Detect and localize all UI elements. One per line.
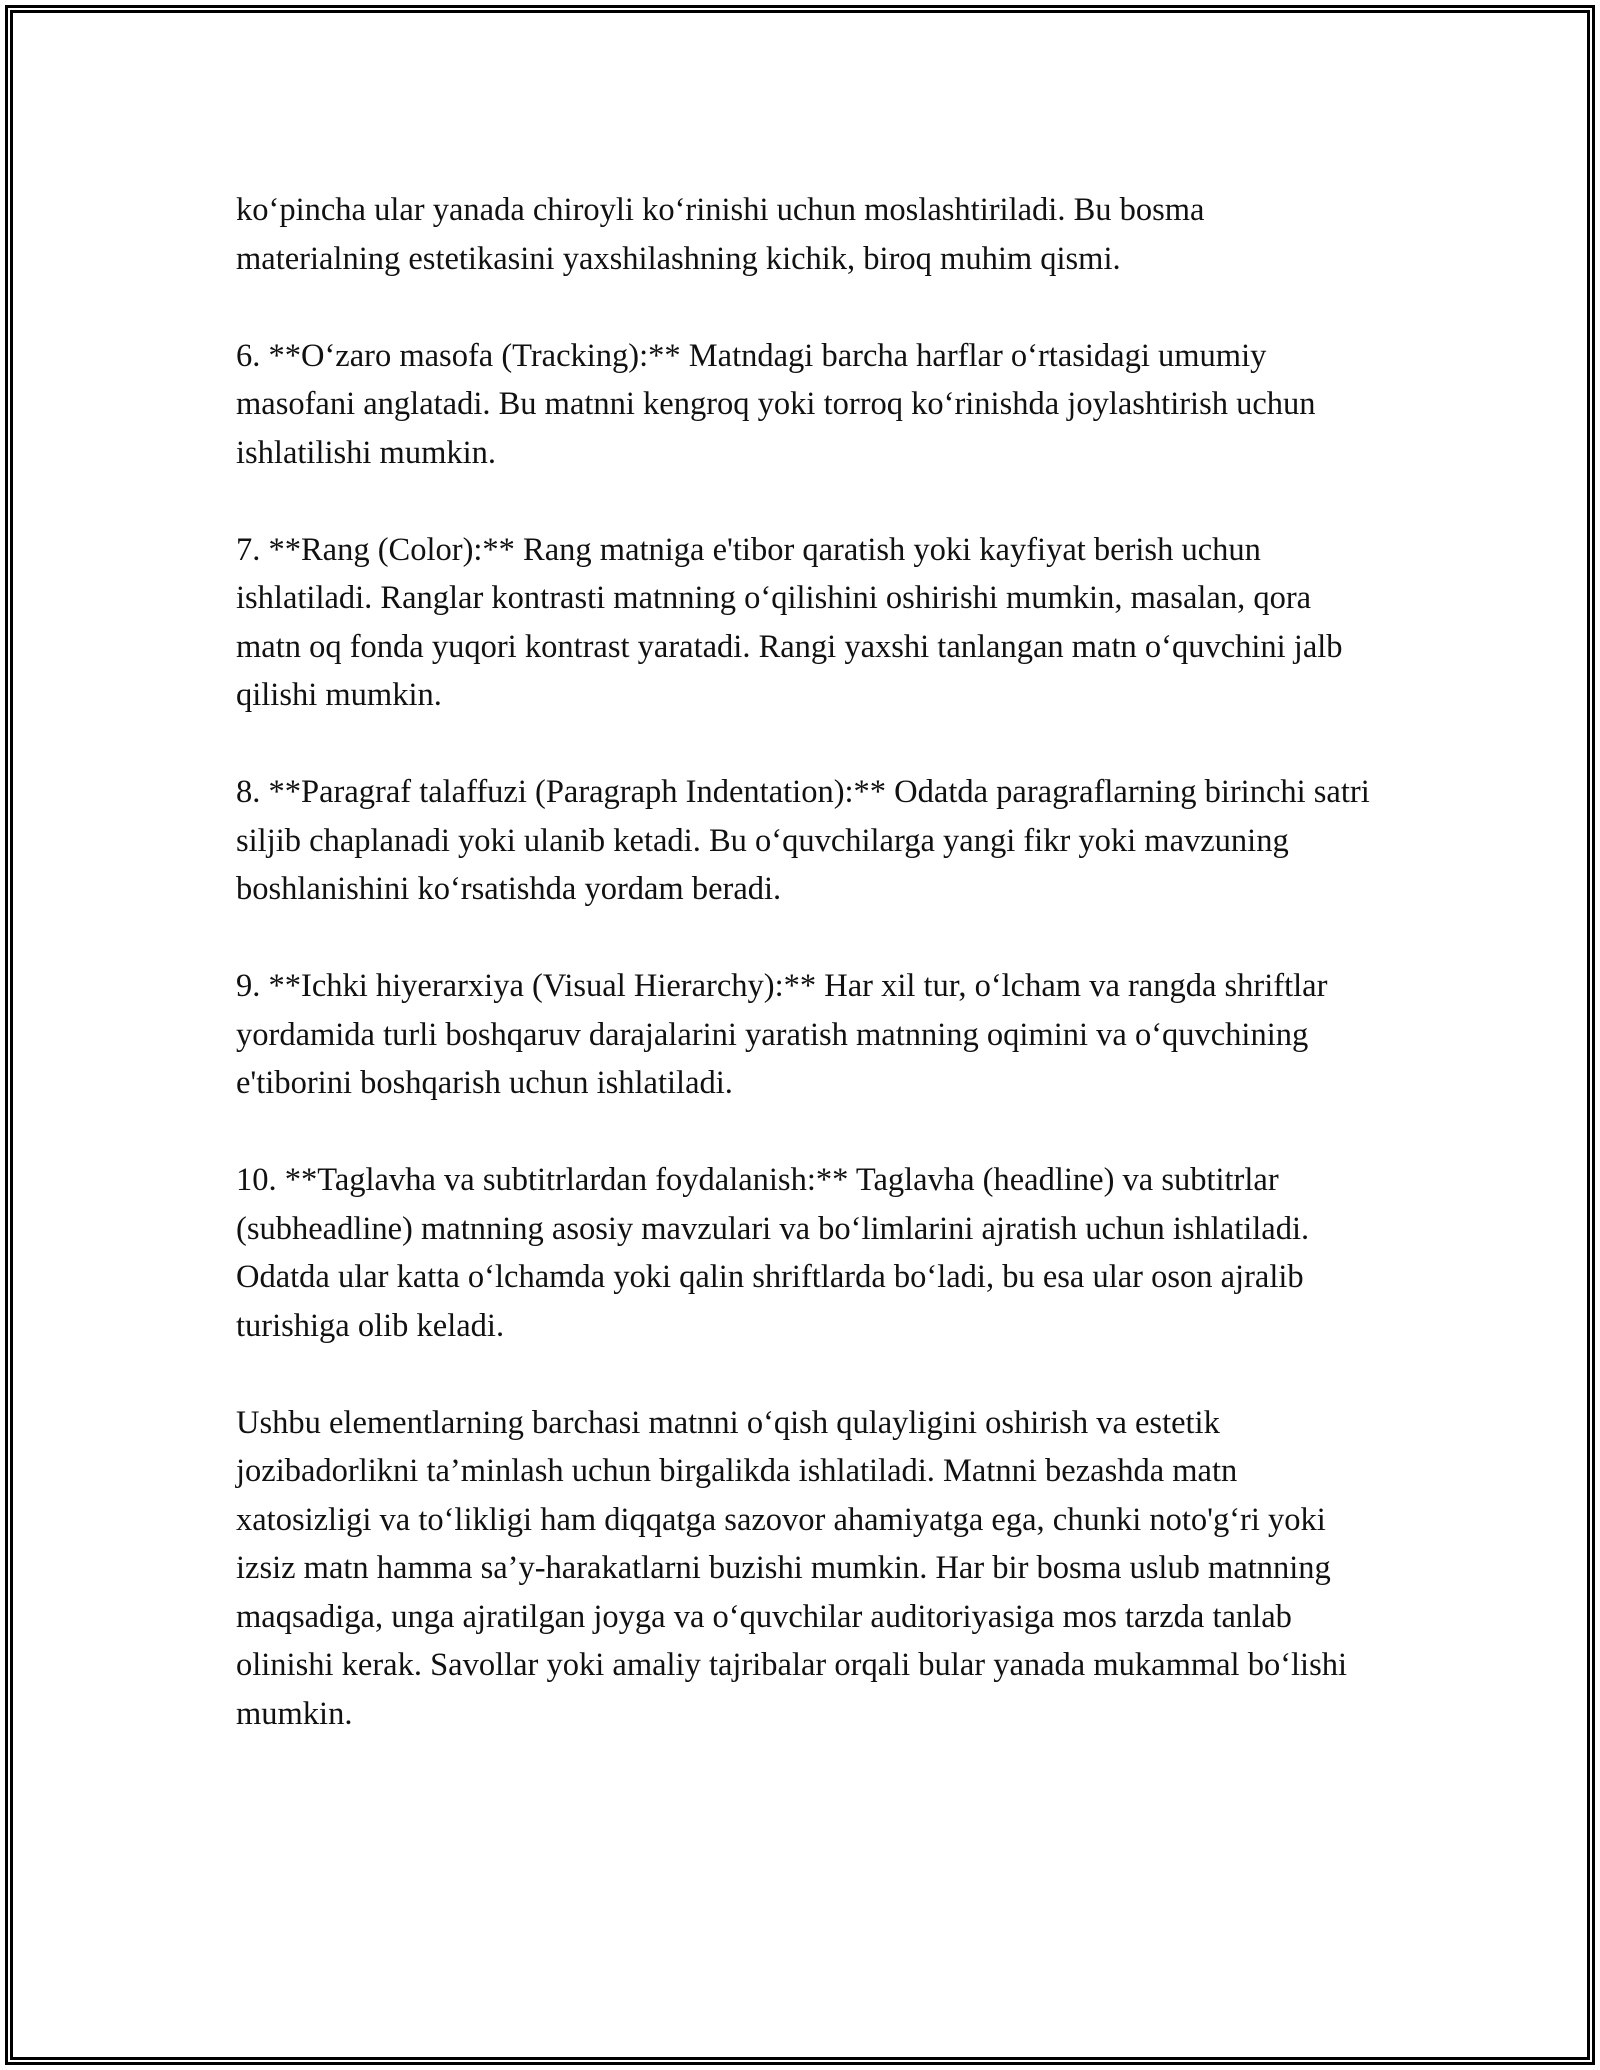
paragraph-visual-hierarchy: 9. **Ichki hiyerarxiya (Visual Hierarchy):** Har xil tur, o‘lcham va rangda shriftlar yordamida turli boshqaruv darajalarini yaratish matnning oqimini va o‘quvchining e'tiborini boshqarish uchun ishlatiladi. bbox=[236, 968, 1328, 1101]
paragraph-color: 7. **Rang (Color):** Rang matniga e'tibor qaratish yoki kayfiyat berish uchun ishlatiladi. Ranglar kontrasti matnning o‘qilishini oshirishi mumkin, masalan, qora matn oq fonda yuqori kontrast yaratadi. Rangi yaxshi tanlangan matn o‘quvchini jalb qilishi mumkin. bbox=[236, 531, 1343, 713]
paragraph-headlines: 10. **Taglavha va subtitrlardan foydalanish:** Taglavha (headline) va subtitrlar (subheadline) matnning asosiy mavzulari va bo‘limlarini ajratish uchun ishlatiladi. Odatda ular katta o‘lchamda yoki qalin shriftlarda bo‘ladi, bu esa ular oson ajralib turishiga olib keladi. bbox=[236, 1162, 1310, 1344]
paragraph-tracking: 6. **O‘zaro masofa (Tracking):** Matndagi barcha harflar o‘rtasidagi umumiy masofani anglatadi. Bu matnni kengroq yoki torroq ko‘rinishda joylashtirish uchun ishlatilishi mumkin. bbox=[236, 337, 1316, 471]
paragraph-conclusion: Ushbu elementlarning barchasi matnni o‘qish qulayligini oshirish va estetik jozibadorlikni ta’minlash uchun birgalikda ishlatiladi. Matnni bezashda matn xatosizligi va to‘likligi ham diqqatga sazovor ahamiyatga ega, chunki noto'g‘ri yoki izsiz matn hamma sa’y-harakatlarni buzishi mumkin. Har bir bosma uslub matnning maqsadiga, unga ajratilgan joyga va o‘quvchilar auditoriyasiga mos tarzda tanlab olinishi kerak. Savollar yoki amaliy tajribalar orqali bular yanada mukammal bo‘lishi mumkin. bbox=[236, 1404, 1348, 1732]
paragraph-indentation: 8. **Paragraf talaffuzi (Paragraph Indentation):** Odatda paragraflarning birinchi satri siljib chaplanadi yoki ulanib ketadi. Bu o‘quvchilarga yangi fikr yoki mavzuning boshlanishini ko‘rsatishda yordam beradi. bbox=[236, 774, 1370, 907]
document-body bbox=[236, 186, 1376, 1787]
paragraph-continuation: ko‘pincha ular yanada chiroyli ko‘rinishi uchun moslashtiriladi. Bu bosma materialning estetikasini yaxshilashning kichik, biroq muhim qismi. bbox=[236, 192, 1205, 277]
